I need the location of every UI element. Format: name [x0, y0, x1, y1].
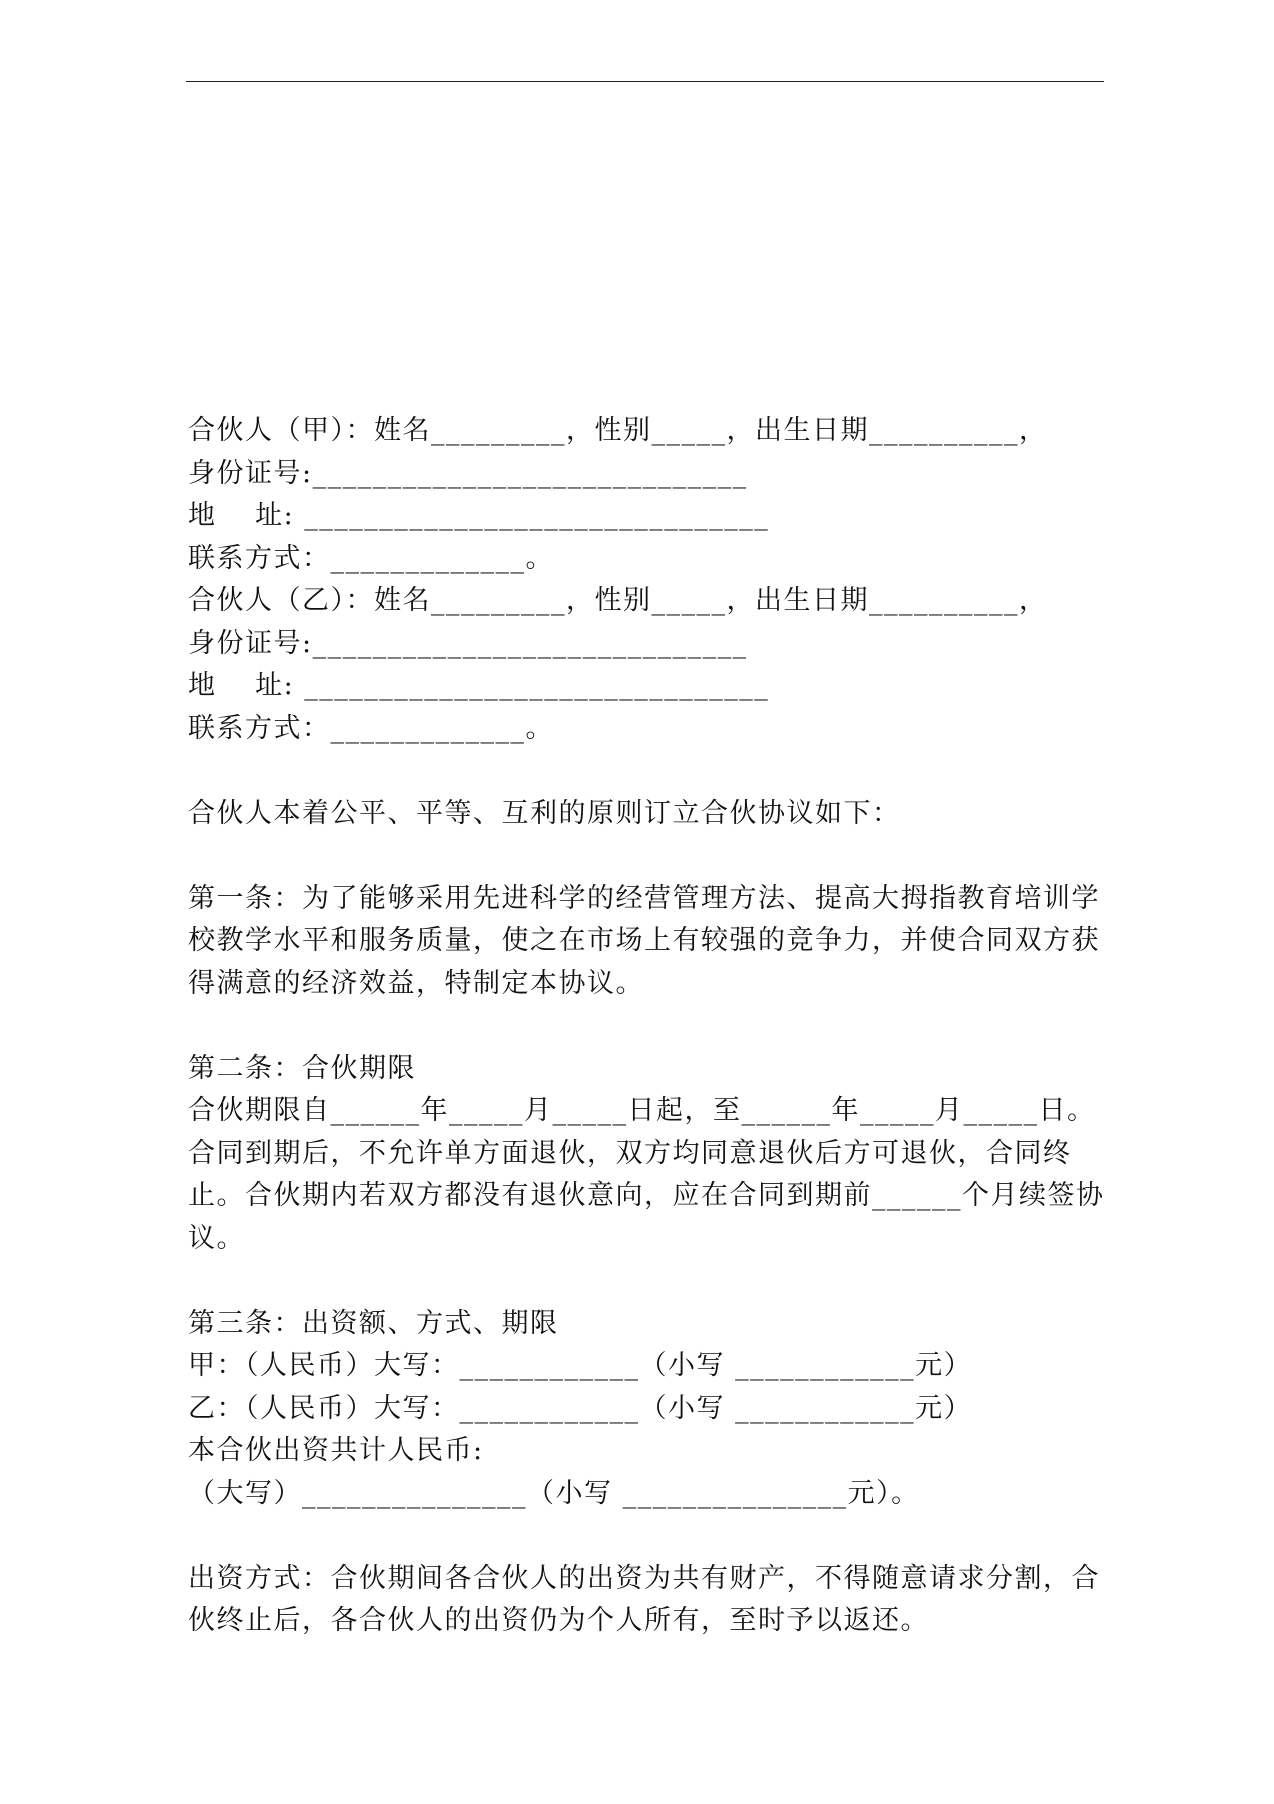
intro-paragraph: 合伙人本着公平、平等、互利的原则订立合伙协议如下： [188, 797, 901, 829]
partner-a-line: 合伙人（甲）：姓名_________，性别_____，出生日期__________， [188, 415, 1048, 446]
document-body [188, 410, 1106, 1643]
spacer [188, 835, 1106, 878]
spacer [188, 1260, 1106, 1303]
article-2-term: 合伙期限自______年_____月_____日起，至______年_____月_____日。 [188, 1095, 1096, 1126]
header-rule [186, 81, 1104, 82]
partner-b-id: 身份证号:_____________________________ [188, 627, 748, 659]
partner-b-contact: 联系方式：_____________。 [188, 712, 554, 744]
article-3-partner-a: 甲：（人民币）大写：____________（小写 ____________元） [188, 1350, 973, 1381]
spacer [188, 1005, 1106, 1048]
spacer [188, 1515, 1106, 1558]
spacer [188, 750, 1106, 793]
article-1: 第一条：为了能够采用先进科学的经营管理方法、提高大拇指教育培训学校教学水平和服务质量，使之在市场上有较强的竞争力，并使合同双方获得满意的经济效益，特制定本协议。 [188, 882, 1100, 999]
partner-a-address: 地 址: _______________________________ [188, 500, 770, 531]
partner-b-address: 地 址: _______________________________ [188, 670, 770, 701]
article-3-total-line: （大写）_______________（小写 _______________元）。 [188, 1477, 920, 1509]
partner-a-contact: 联系方式：_____________。 [188, 542, 554, 574]
article-3-title: 第三条：出资额、方式、期限 [188, 1307, 559, 1339]
article-2-text: 合同到期后，不允许单方面退伙，双方均同意退伙后方可退伙，合同终止。合伙期内若双方都没有退伙意向，应在合同到期前______个月续签协议。 [188, 1137, 1105, 1254]
partner-a-id: 身份证号:_____________________________ [188, 457, 748, 489]
article-3-partner-b: 乙：（人民币）大写：____________（小写 ____________元） [188, 1392, 973, 1424]
article-3-total-label: 本合伙出资共计人民币: [188, 1435, 484, 1466]
partner-b-line: 合伙人（乙）：姓名_________，性别_____，出生日期__________， [188, 585, 1048, 616]
contribution-method: 出资方式：合伙期间各合伙人的出资为共有财产，不得随意请求分割，合伙终止后，各合伙人的出资仍为个人所有，至时予以返还。 [188, 1562, 1100, 1636]
article-2-title: 第二条：合伙期限 [188, 1052, 416, 1084]
